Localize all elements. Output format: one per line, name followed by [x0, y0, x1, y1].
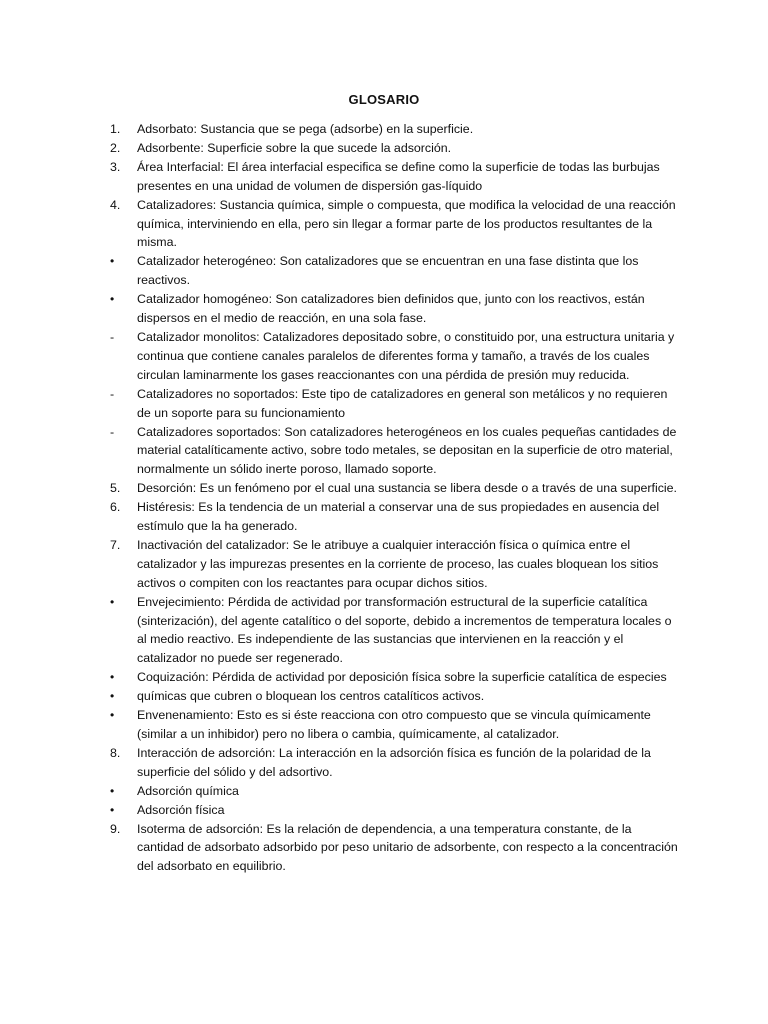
list-marker: 3.	[110, 159, 121, 174]
glossary-text: Inactivación del catalizador: Se le atribuye a cualquier interacción física o química entre el catalizador y las impurezas presentes en la corriente de proceso, las cuales bloquean los sitios activos o compiten con los reactantes para ocupar dichos sitios.	[137, 537, 659, 590]
glossary-text: Área Interfacial: El área interfacial especifica se define como la superficie de todas las burbujas presentes en una unidad de volumen de dispersión gas-líquido	[137, 159, 660, 193]
glossary-item	[110, 593, 680, 669]
glossary-text: Catalizador monolitos: Catalizadores depositado sobre, o constituido por, una estructura unitaria y continua que contiene canales paralelos de diferentes forma y tamaño, a través de los cuales circulan laminarmente los gases reaccionantes con una pérdida de presión muy reducida.	[137, 329, 675, 382]
glossary-item	[110, 252, 680, 290]
glossary-text: Desorción: Es un fenómeno por el cual una sustancia se libera desde o a través de una superficie.	[137, 481, 678, 496]
glossary-text: Adsorción química	[137, 783, 239, 798]
glossary-text: Catalizadores no soportados: Este tipo de catalizadores en general son metálicos y no requieren de un soporte para su funcionamiento	[137, 386, 668, 420]
list-marker: -	[110, 424, 115, 439]
glossary-text: Interacción de adsorción: La interacción en la adsorción física es función de la polaridad de la superficie del sólido y del adsortivo.	[137, 745, 651, 779]
glossary-text: Adsorción física	[137, 802, 225, 817]
list-marker: 1.	[110, 122, 121, 136]
glossary-text: Envejecimiento: Pérdida de actividad por transformación estructural de la superficie catalítica (sinterización), del agente catalítico o del soporte, debido a incrementos de temperatura locales o al medio reactivo. Es independiente de las sustancias que intervienen en la reacción y el catalizador no puede ser regenerado.	[137, 594, 672, 666]
list-marker: •	[110, 594, 115, 609]
glossary-item	[110, 120, 680, 139]
glossary-text: Catalizadores: Sustancia química, simple o compuesta, que modifica la velocidad de una reacción química, interviniendo en ella, pero sin llegar a formar parte de los productos resultantes de la misma.	[137, 197, 676, 250]
glossary-text: químicas que cubren o bloquean los centros catalíticos activos.	[137, 689, 485, 704]
glossary-text: Catalizador homogéneo: Son catalizadores bien definidos que, junto con los reactivos, están dispersos en el medio de reacción, en una sola fase.	[137, 292, 645, 326]
glossary-text: Coquización: Pérdida de actividad por deposición física sobre la superficie catalítica de especies	[137, 670, 667, 685]
list-marker: •	[110, 689, 115, 704]
glossary-text: Isoterma de adsorción: Es la relación de dependencia, a una temperatura constante, de la cantidad de adsorbato adsorbido por peso unitario de adsorbente, con respecto a la concentración del adsorbato en equilibrio.	[137, 821, 678, 874]
list-marker: 9.	[110, 821, 121, 836]
glossary-text: Envenenamiento: Esto es si éste reacciona con otro compuesto que se vincula químicamente (similar a un inhibidor) pero no libera o cambia, químicamente, al catalizador.	[137, 708, 651, 741]
list-marker: •	[110, 670, 115, 685]
glossary-item	[110, 668, 680, 687]
glossary-text: Catalizador heterogéneo: Son catalizadores que se encuentran en una fase distinta que los reactivos.	[137, 254, 639, 288]
glossary-item	[110, 139, 680, 158]
list-marker: 5.	[110, 481, 121, 496]
glossary-text: Catalizadores soportados: Son catalizadores heterogéneos en los cuales pequeñas cantidades de material catalíticamente activo, sobre todo metales, se depositan en la superficie de otro material, normalmente un sólido inerte poroso, llamado soporte.	[137, 424, 677, 477]
glossary-item	[110, 801, 680, 820]
list-marker: 7.	[110, 537, 121, 552]
list-marker: •	[110, 802, 115, 817]
glossary-text: Histéresis: Es la tendencia de un material a conservar una de sus propiedades en ausencia del estímulo que la ha generado.	[137, 500, 660, 534]
glossary-item	[110, 498, 680, 536]
glossary-item	[110, 536, 680, 593]
glossary-item	[110, 744, 680, 782]
list-marker: 4.	[110, 197, 121, 212]
glossary-item	[110, 706, 680, 744]
glossary-item	[110, 290, 680, 328]
page-title: GLOSARIO	[348, 92, 420, 107]
list-marker: -	[110, 386, 115, 401]
list-marker: 6.	[110, 500, 121, 515]
glossary-item	[110, 687, 680, 706]
glossary-item	[110, 820, 680, 877]
list-marker: 8.	[110, 745, 121, 760]
list-marker: •	[110, 292, 115, 307]
list-marker: •	[110, 254, 115, 269]
glossary-item	[110, 423, 680, 480]
list-marker: 2.	[110, 140, 121, 155]
glossary-item	[110, 158, 680, 196]
glossary-item	[110, 328, 680, 385]
glossary-item	[110, 479, 680, 498]
list-marker: •	[110, 708, 115, 723]
glossary-list	[110, 120, 680, 876]
glossary-text: Adsorbente: Superficie sobre la que sucede la adsorción.	[137, 140, 452, 155]
glossary-item	[110, 385, 680, 423]
list-marker: •	[110, 783, 115, 798]
glossary-text: Adsorbato: Sustancia que se pega (adsorbe) en la superficie.	[137, 122, 474, 136]
glossary-item	[110, 196, 680, 253]
list-marker: -	[110, 329, 115, 344]
glossary-item	[110, 782, 680, 801]
